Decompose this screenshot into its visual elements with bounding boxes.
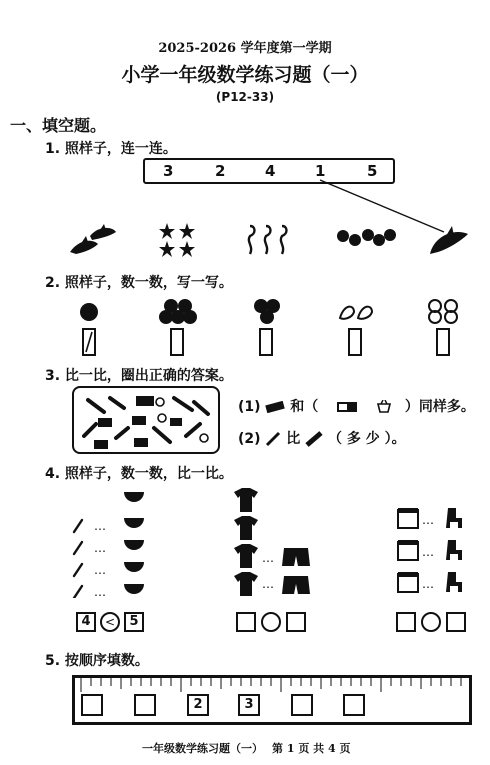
svg-text:…: … (94, 541, 106, 555)
answer-blank[interactable] (436, 328, 450, 356)
svg-text:…: … (262, 551, 274, 565)
page-range: (P12-33) (215, 90, 275, 104)
svg-text:…: … (262, 577, 274, 591)
answer-box-left[interactable] (396, 612, 416, 632)
ruler-box[interactable] (81, 694, 103, 716)
example-compare-sign: < (100, 612, 120, 632)
item-number: (1) (238, 399, 261, 415)
svg-text:…: … (94, 585, 106, 598)
page-title: 小学一年级数学练习题（一） (121, 64, 369, 86)
desk-chair-icon (396, 504, 466, 600)
eraser-icon (265, 401, 285, 413)
term-label: 2025-2026 学年度第一学期 (158, 41, 332, 56)
example-right-number: 5 (124, 612, 144, 632)
ruler-box[interactable] (134, 694, 156, 716)
pears-icon (426, 298, 460, 324)
strip-number: 5 (367, 162, 378, 180)
answer-choices[interactable]: （ 多 少 ）。 (328, 431, 406, 447)
seahorse-group-icon (242, 222, 296, 258)
compare-line-1 (238, 396, 475, 416)
stationery-picture (72, 386, 220, 454)
ruler-box: 3 (238, 694, 260, 716)
apple-icon (78, 300, 100, 322)
answer-box-right[interactable] (286, 612, 306, 632)
ruler (72, 675, 472, 725)
question-2-label: 2. 照样子，数一数，写一写。 (45, 275, 233, 291)
fish-group-icon (335, 226, 397, 250)
ruler-box[interactable] (343, 694, 365, 716)
question-3-label: 3. 比一比，圈出正确的答案。 (45, 368, 233, 384)
stationery-icon (74, 388, 218, 452)
compare-text: ）同样多。 (404, 399, 475, 415)
answer-blank[interactable] (82, 328, 96, 356)
section-heading: 一、填空题。 (10, 116, 107, 135)
dolphin-icon (428, 222, 470, 258)
question-1-label: 1. 照样子，连一连。 (45, 141, 177, 157)
compare-text: 比 (286, 431, 301, 447)
binder-clip-choice-icon[interactable] (374, 400, 394, 414)
compare-line-2 (238, 428, 406, 448)
leaves-icon (338, 302, 376, 322)
footer-title: 一年级数学练习题（一） (142, 742, 263, 755)
item-number: (2) (238, 431, 261, 447)
answer-box-right[interactable] (446, 612, 466, 632)
apples-icon (158, 298, 198, 324)
compare-text: 和（ (290, 399, 319, 415)
question-4-label: 4. 照样子，数一数，比一比。 (45, 466, 233, 482)
answer-blank[interactable] (170, 328, 184, 356)
answer-compare-circle[interactable] (421, 612, 441, 632)
ruler-box[interactable] (291, 694, 313, 716)
svg-text:…: … (422, 577, 434, 591)
strip-number: 4 (265, 162, 276, 180)
pen-icon (305, 431, 323, 447)
sharpener-choice-icon[interactable] (337, 401, 357, 413)
answer-blank[interactable] (259, 328, 273, 356)
strip-number: 2 (215, 162, 226, 180)
strip-number: 3 (163, 162, 174, 180)
footer-page: 第 1 页 共 4 页 (272, 742, 351, 755)
svg-text:…: … (94, 519, 106, 533)
answer-box-left[interactable] (236, 612, 256, 632)
question-5-label: 5. 按顺序填数。 (45, 653, 149, 669)
oranges-icon (252, 298, 282, 324)
shirt-shorts-icon (228, 486, 312, 596)
pencil-icon (265, 431, 281, 447)
stars-icon (158, 222, 198, 258)
strip-number: 1 (315, 162, 326, 180)
answer-compare-circle[interactable] (261, 612, 281, 632)
example-left-number: 4 (76, 612, 96, 632)
ruler-box: 2 (187, 694, 209, 716)
dolphin-group-icon (68, 222, 118, 258)
svg-text:…: … (94, 563, 106, 577)
spoon-bowl-icon (70, 488, 150, 598)
answer-blank[interactable] (348, 328, 362, 356)
svg-text:…: … (422, 513, 434, 527)
svg-text:…: … (422, 545, 434, 559)
